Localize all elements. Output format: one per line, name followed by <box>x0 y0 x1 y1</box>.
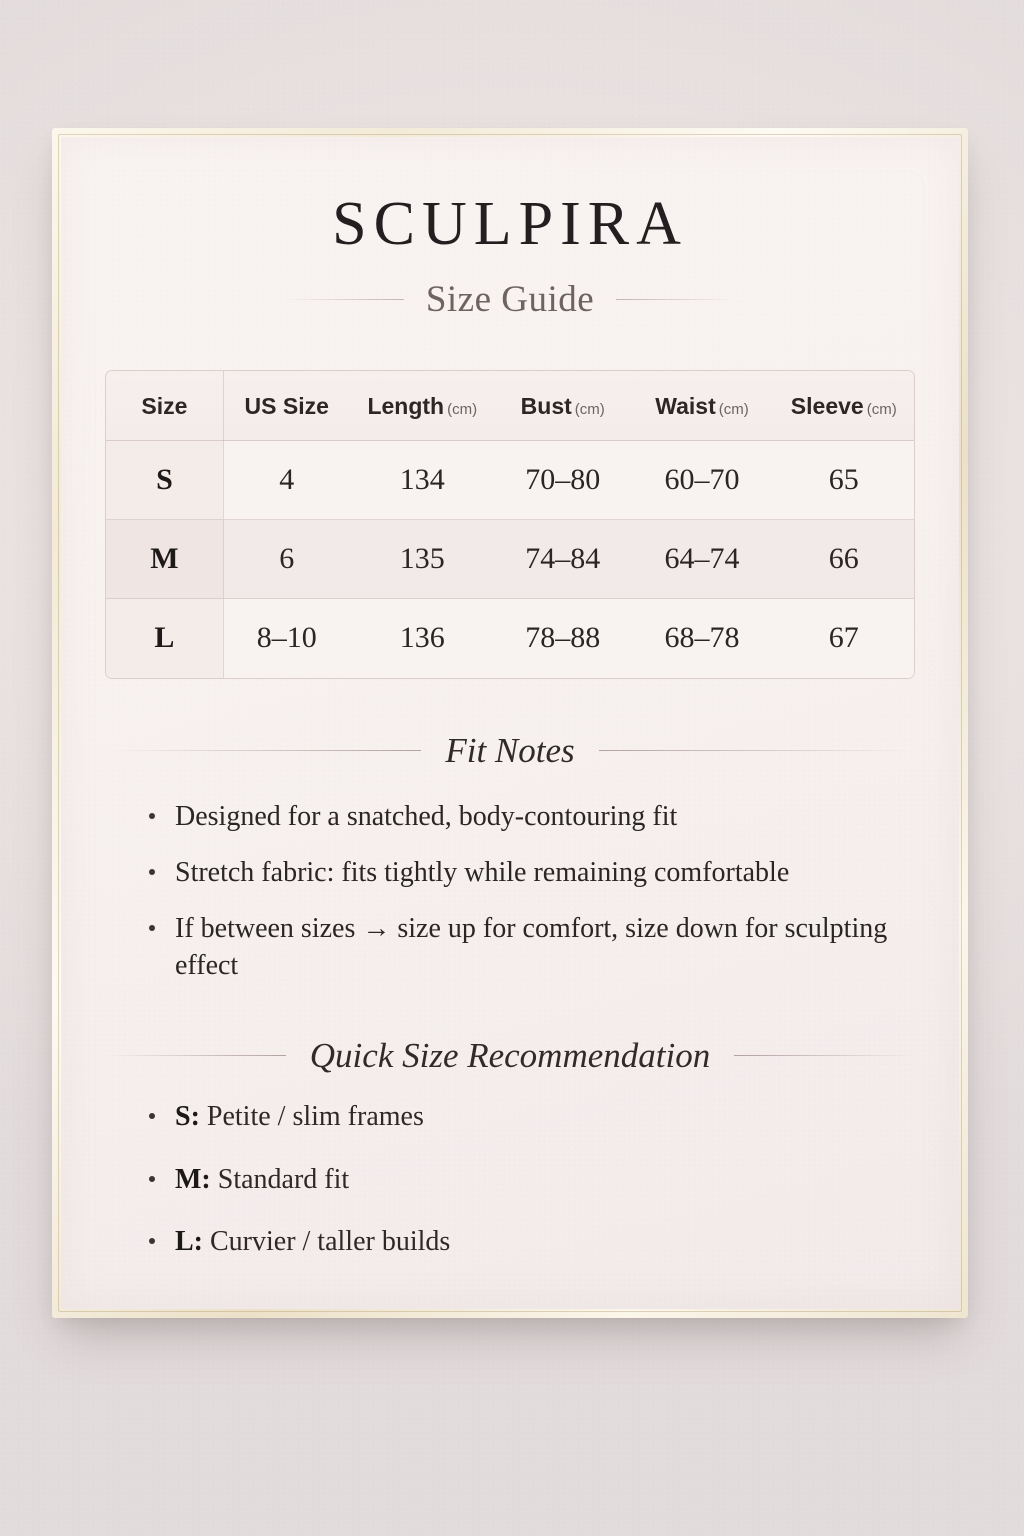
quick-recommendation-heading <box>105 1036 915 1076</box>
brand-title: SCULPIRA <box>332 190 688 258</box>
row-s-bust: 70–80 <box>525 463 601 496</box>
table-row <box>106 520 914 599</box>
list-item <box>149 1162 915 1198</box>
column-header-bust <box>495 371 631 441</box>
rec-size-s: S: <box>175 1101 200 1133</box>
row-m-bust: 74–84 <box>495 520 631 599</box>
subtitle-row <box>105 281 915 318</box>
page-subtitle: Size Guide <box>425 279 595 320</box>
list-item <box>149 1224 915 1260</box>
quick-recommendation-title: Quick Size Recommendation <box>309 1036 711 1076</box>
row-l-bust: 78–88 <box>495 599 631 678</box>
row-s-us: 4 <box>279 463 295 496</box>
column-header-length-unit: (cm) <box>447 401 478 418</box>
row-m-sleeve: 66 <box>774 520 915 599</box>
row-s-waist: 60–70 <box>664 463 740 496</box>
quick-recommendation-list <box>105 1099 915 1260</box>
row-size-s: S <box>106 441 223 520</box>
list-item <box>149 1099 915 1135</box>
column-header-waist <box>631 371 774 441</box>
size-table <box>106 371 914 678</box>
quick-recommendation-rule-right <box>734 1055 915 1056</box>
row-m-waist: 64–74 <box>631 520 774 599</box>
table-row <box>106 599 914 678</box>
row-l-sleeve: 67 <box>774 599 915 678</box>
header-row <box>106 371 914 441</box>
quick-recommendation-rule-left <box>105 1055 286 1056</box>
row-m-length: 135 <box>350 520 495 599</box>
rec-desc-s: Petite / slim frames <box>206 1101 424 1133</box>
fit-notes-rule-left <box>105 750 421 751</box>
list-item: Designed for a snatched, body-contouring fit <box>149 798 915 835</box>
rec-desc-l: Curvier / taller builds <box>210 1226 451 1258</box>
column-header-us-size-label: US Size <box>244 393 329 419</box>
rec-size-l: L: <box>175 1226 203 1258</box>
poster-frame <box>52 128 968 1318</box>
row-s-sleeve: 65 <box>828 463 859 496</box>
column-header-waist-unit: (cm) <box>718 401 749 418</box>
rec-desc-m: Standard fit <box>217 1163 350 1195</box>
size-guide-card <box>61 137 959 1309</box>
column-header-size <box>106 371 223 441</box>
row-size-m: M <box>106 520 223 599</box>
size-table-body <box>106 441 914 678</box>
size-table-container <box>105 370 915 679</box>
row-m-us: 6 <box>223 520 349 599</box>
list-item: Stretch fabric: fits tightly while remaining comfortable <box>149 854 915 891</box>
table-row <box>106 441 914 520</box>
card-content <box>61 190 959 1309</box>
fit-notes-heading <box>105 730 915 770</box>
size-table-header <box>106 371 914 441</box>
column-header-sleeve-label: Sleeve <box>790 393 864 419</box>
column-header-size-label: Size <box>141 393 188 419</box>
row-size-l: L <box>106 599 223 678</box>
column-header-bust-unit: (cm) <box>574 401 605 418</box>
row-l-length: 136 <box>350 599 495 678</box>
row-s-length: 134 <box>399 463 445 496</box>
column-header-bust-label: Bust <box>520 393 572 419</box>
column-header-length-label: Length <box>367 393 445 419</box>
column-header-sleeve <box>774 371 915 441</box>
subtitle-rule-left <box>284 299 404 300</box>
list-item: If between sizes → size up for comfort, size down for sculpting effect <box>149 910 915 984</box>
column-header-us-size <box>223 371 349 441</box>
column-header-length <box>350 371 495 441</box>
fit-notes-list <box>105 798 915 985</box>
fit-notes-rule-right <box>599 750 915 751</box>
row-l-us: 8–10 <box>223 599 349 678</box>
fit-notes-title: Fit Notes <box>445 730 575 770</box>
column-header-waist-label: Waist <box>655 393 716 419</box>
rec-size-m: M: <box>175 1163 211 1195</box>
row-l-waist: 68–78 <box>631 599 774 678</box>
column-header-sleeve-unit: (cm) <box>866 401 897 418</box>
subtitle-rule-right <box>616 299 736 300</box>
